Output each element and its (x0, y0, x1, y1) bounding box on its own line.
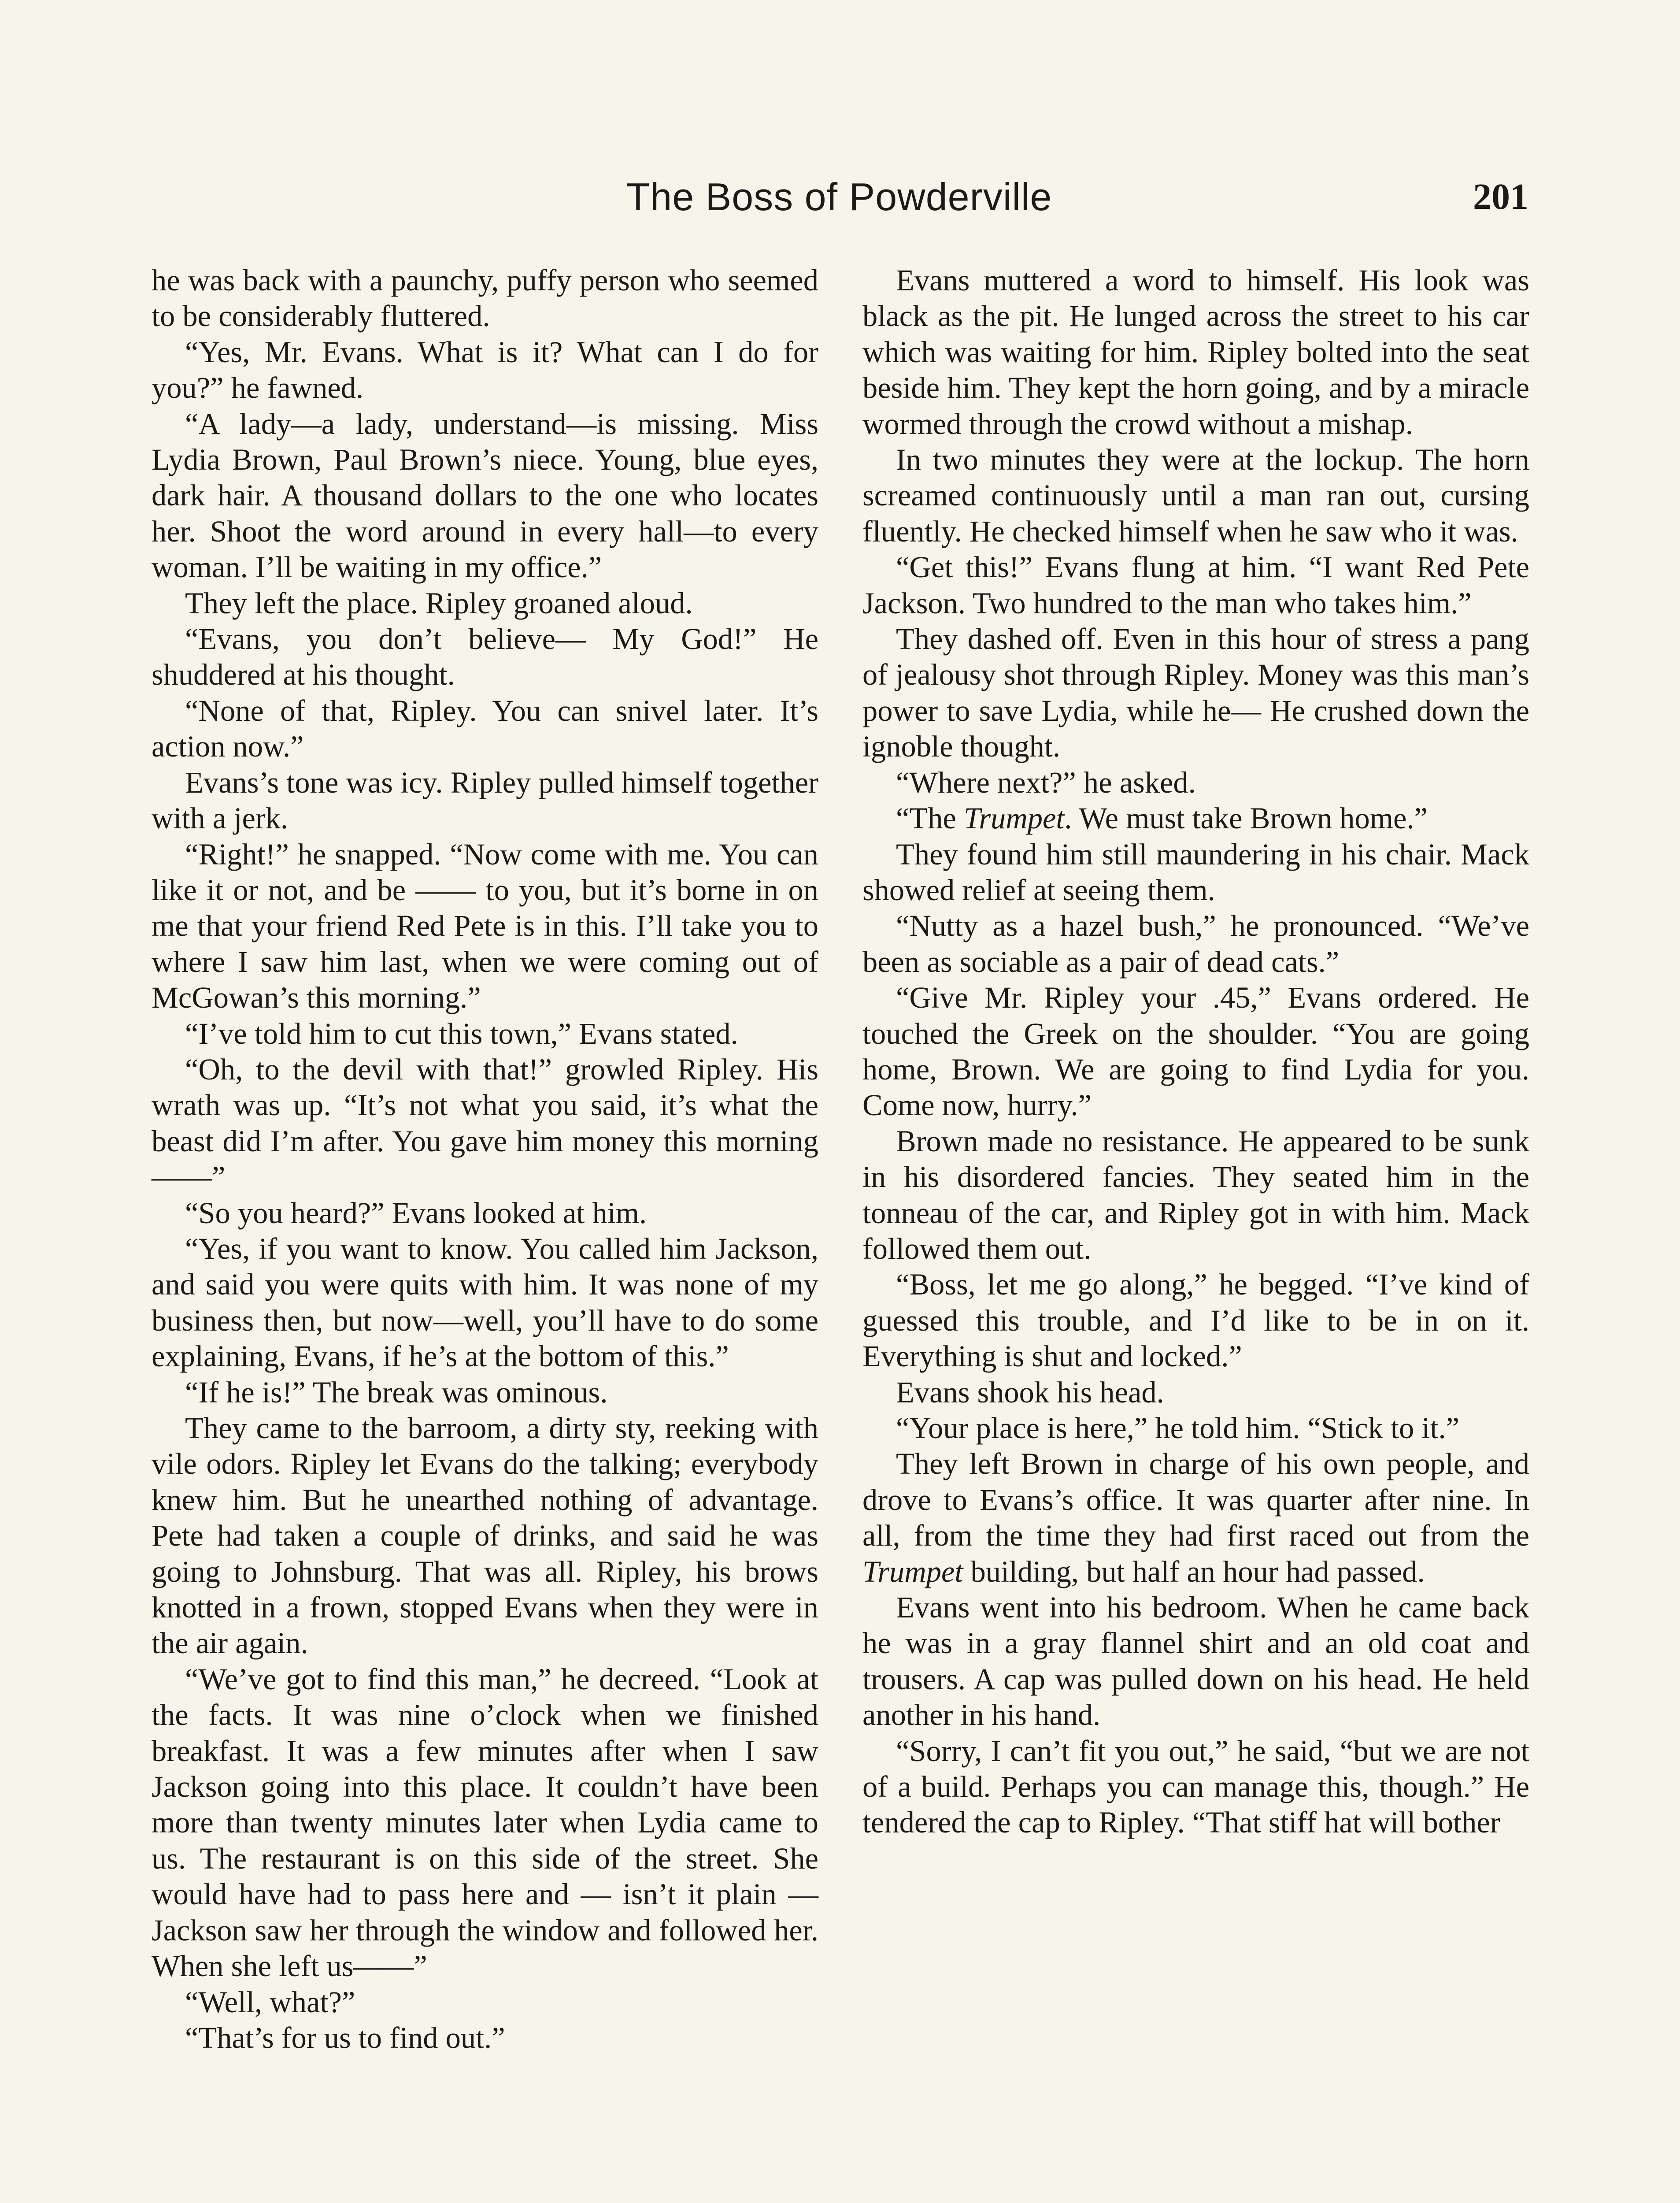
paragraph (862, 263, 1529, 442)
paragraph-text: They left the place. Ripley groaned aloud. (185, 586, 693, 620)
paragraph-text: “Evans, you don’t believe— My God!” He shuddered at his thought. (152, 622, 818, 692)
paragraph-text: “We’ve got to find this man,” he decreed. “Look at the facts. It was nine o’clock when we finished breakfast. It was a few minutes after when I saw Jackson going into this place. It couldn’t have been more than twenty minutes later when Lydia came to us. The restaurant is on this side of the street. She would have had to pass here and — isn’t it plain — Jackson saw her through the window and followed her. When she left us——” (152, 1662, 818, 1983)
paragraph (862, 801, 1529, 836)
paragraph-text: “Get this!” Evans flung at him. “I want Red Pete Jackson. Two hundred to the man who takes him.” (862, 550, 1529, 620)
paragraph (862, 765, 1529, 801)
paragraph (862, 1267, 1529, 1374)
left-column (152, 263, 818, 2056)
paragraph (152, 621, 818, 693)
paragraph (152, 1195, 818, 1231)
paragraph-text: “That’s for us to find out.” (185, 2021, 505, 2055)
paragraph (862, 1124, 1529, 1267)
paragraph-text: In two minutes they were at the lockup. The horn screamed continuously until a man ran out, cursing fluently. He checked himself when he saw who it was. (862, 443, 1529, 548)
paragraph-text: “So you heard?” Evans looked at him. (185, 1196, 647, 1230)
paragraph-text: “Nutty as a hazel bush,” he pronounced. “We’ve been as sociable as a pair of dead cats.” (862, 909, 1529, 979)
paragraph (152, 263, 818, 334)
paragraph (862, 549, 1529, 621)
paragraph (862, 1446, 1529, 1590)
paragraph-text: They dashed off. Even in this hour of stress a pang of jealousy shot through Ripley. Money was this man’s power to save Lydia, while he— He crushed down the ignoble thought. (862, 622, 1529, 764)
paragraph-text: Evans muttered a word to himself. His look was black as the pit. He lunged across the street to his car which was waiting for him. Ripley bolted into the seat beside him. They kept the horn going, and by a miracle wormed through the crowd without a mishap. (862, 263, 1529, 441)
paragraph (862, 1733, 1529, 1841)
paragraph-text: “Oh, to the devil with that!” growled Ripley. His wrath was up. “It’s not what you said, it’s what the beast did I’m after. You gave him money this morning——” (152, 1052, 818, 1194)
paragraph-text: “A lady—a lady, understand—is missing. Miss Lydia Brown, Paul Brown’s niece. Young, blue eyes, dark hair. A thousand dollars to the one who locates her. Shoot the word around in every hall—to every woman. I’ll be waiting in my office.” (152, 407, 818, 584)
paragraph (862, 1410, 1529, 1446)
paragraph (152, 1231, 818, 1375)
paragraph-text: Evans shook his head. (896, 1375, 1164, 1409)
paragraph-text: “Well, what?” (185, 1985, 355, 2019)
paragraph-text: “None of that, Ripley. You can snivel later. It’s action now.” (152, 694, 818, 764)
paragraph-text: “Yes, if you want to know. You called him Jackson, and said you were quits with him. It was none of my business then, but now—well, you’ll have to do some explaining, Evans, if he’s at the bottom of this.” (152, 1231, 818, 1373)
paragraph (862, 980, 1529, 1124)
paragraph-text: They came to the barroom, a dirty sty, reeking with vile odors. Ripley let Evans do the talking; everybody knew him. But he unearthed nothing of advantage. Pete had taken a couple of drinks, and said he was going to Johnsburg. That was all. Ripley, his brows knotted in a frown, stopped Evans when they were in the air again. (152, 1411, 818, 1660)
paragraph-text: “If he is!” The break was ominous. (185, 1375, 608, 1409)
page-header (150, 173, 1528, 221)
paragraph (862, 837, 1529, 909)
paragraph (152, 334, 818, 406)
paragraph (152, 693, 818, 765)
paragraph (862, 621, 1529, 765)
paragraph-text: “Your place is here,” he told him. “Stick to it.” (896, 1411, 1460, 1445)
paragraph (152, 765, 818, 837)
paragraph (152, 586, 818, 621)
paragraph (862, 442, 1529, 549)
paragraph (862, 1590, 1529, 1733)
paragraph-text: They left Brown in charge of his own people, and drove to Evans’s office. It was quarter after nine. In all, from the time they had first raced out from the (862, 1447, 1529, 1553)
paragraph (152, 837, 818, 1016)
paragraph-text: “Give Mr. Ripley your .45,” Evans ordered. He touched the Greek on the shoulder. “You are going home, Brown. We are going to find Lydia for you. Come now, hurry.” (862, 981, 1529, 1122)
paragraph-text-tail: . We must take Brown home.” (1064, 801, 1428, 835)
paragraph-text: Evans’s tone was icy. Ripley pulled himself together with a jerk. (152, 765, 818, 835)
paragraph (152, 1410, 818, 1662)
paragraph-text: “I’ve told him to cut this town,” Evans stated. (185, 1016, 738, 1050)
paragraph-text: “Yes, Mr. Evans. What is it? What can I do for you?” he fawned. (152, 335, 818, 405)
paragraph-text: “Right!” he snapped. “Now come with me. You can like it or not, and be —— to you, but it’s borne in on me that your friend Red Pete is in this. I’ll take you to where I saw him last, when we were coming out of McGowan’s this morning.” (152, 837, 818, 1015)
paragraph-text: “Where next?” he asked. (896, 765, 1196, 799)
paragraph (152, 1984, 818, 2020)
paragraph (152, 406, 818, 586)
paragraph-text: “Boss, let me go along,” he begged. “I’ve kind of guessed this trouble, and I’d like to be in on it. Everything is shut and locked.” (862, 1268, 1529, 1373)
running-title: The Boss of Powderville (626, 175, 1052, 219)
paragraph (152, 1052, 818, 1195)
paragraph-text-tail: building, but half an hour had passed. (963, 1554, 1425, 1588)
paragraph-text: “Sorry, I can’t fit you out,” he said, “but we are not of a build. Perhaps you can manage this, though.” He tendered the cap to Ripley. “That stiff hat will bother (862, 1734, 1529, 1840)
paragraph-text: They found him still maundering in his chair. Mack showed relief at seeing them. (862, 837, 1529, 907)
paragraph (862, 908, 1529, 980)
paragraph (152, 1375, 818, 1410)
right-column (862, 263, 1529, 1841)
paragraph (152, 1662, 818, 1984)
paragraph-text: Brown made no resistance. He appeared to be sunk in his disordered fancies. They seated him in the tonneau of the car, and Ripley got in with him. Mack followed them out. (862, 1124, 1529, 1265)
page-number: 201 (1473, 176, 1528, 217)
paragraph (152, 1016, 818, 1052)
paragraph (862, 1375, 1529, 1410)
paragraph-text: Evans went into his bedroom. When he came back he was in a gray flannel shirt and an old coat and trousers. A cap was pulled down on his head. He held another in his hand. (862, 1591, 1529, 1732)
paragraph-text: “The (896, 801, 964, 835)
italic-title: Trumpet (964, 801, 1065, 835)
paragraph (152, 2020, 818, 2056)
paragraph-text: he was back with a paunchy, puffy person who seemed to be considerably fluttered. (152, 263, 818, 333)
italic-title: Trumpet (862, 1554, 963, 1588)
